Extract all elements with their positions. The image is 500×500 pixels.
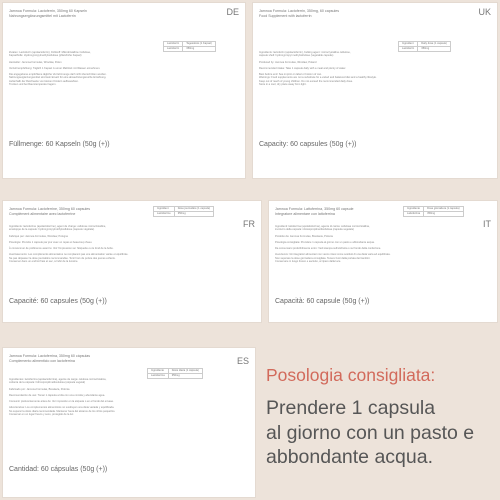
body-line: Ne pas dépasser la dose journalière recommandée. Tenir hors de portée des jeunes enfants. [9, 256, 116, 260]
body-line: enveloppe de la capsule: hydroxypropylméthylcellulose (capsule végétale) [9, 228, 95, 232]
nutrition-table-it [403, 206, 464, 217]
body-line: Avertissements: Les compléments alimentaires ne remplacent pas une alimentation variée et équilibrée. [9, 253, 129, 257]
body-line: cubierta de la cápsula: hidroxipropilmetilcelulosa (cápsula vegetal) [9, 381, 86, 385]
label-es-title: Jamnoa Formula: Lactoferrina, 350mg 60 cápsulas [9, 354, 91, 358]
promo-title: Posologia consigliata: [266, 365, 436, 385]
body-line: Trocken und bei Raumtemperatur lagern. [9, 83, 57, 87]
flag-it: IT [483, 219, 491, 229]
flag-fr: FR [243, 219, 255, 229]
body-line: capsule shell: hydroxypropyl methylcellulose (vegetable capsule) [259, 54, 334, 58]
label-uk-body [259, 51, 493, 86]
body-line: Hersteller: Jamnoa Formulas, Wrocław, Polen [9, 60, 62, 64]
body-line: Posologia consigliata: Prendere 1 capsula al giorno con un pasto e abbondante acqua. [275, 240, 375, 244]
label-fr-title: Jamnoa Formula: Lactoferrine, 350mg 60 capsules [9, 207, 91, 211]
body-line: À consommer de préférence avant le: Voir l'impression sur l'étiquette ou le fond de la boîte. [9, 247, 114, 251]
body-line: Conservar en un lugar fresco y seco, protegido de la luz. [9, 413, 75, 417]
body-line: Advertencias: Los complementos alimenticios no sustituyen una dieta variada y equilibrada. [9, 406, 115, 410]
body-line: Keep out of reach of young children. Do not exceed the recommended daily dose. [259, 79, 353, 83]
nutrition-amount: 350mg [183, 47, 216, 52]
label-de-capacity: Füllmenge: 60 Kapseln (50g (+)) [9, 141, 110, 148]
body-line: Ingredienti: lattoferrina (apolattoferrina), agente di carica: cellulosa microcristallina, [275, 225, 370, 228]
label-uk-capacity: Capacity: 60 capsules (50g (+)) [259, 141, 357, 148]
label-uk-title: Jamnoa Formula: Lactoferrin, 350mg, 60 capsules [259, 9, 340, 13]
label-fr-body [9, 225, 257, 263]
body-line: Prodotto da: Jamnoa Formulas, Breslavia, Polonia [275, 234, 333, 238]
nutrition-col2: Dosis diaria (1 cápsula) [168, 369, 202, 374]
label-es-header [9, 354, 90, 363]
nutrition-ingredient: Lactoferrina [148, 374, 169, 379]
nutrition-col2: Dose journalière (1 capsule) [174, 207, 213, 212]
body-line: Conservare in luogo fresco e asciutto, al riparo dalla luce. [275, 260, 342, 264]
body-line: Die angegebene empfohlene tägliche Verzehrmenge darf nicht überschritten werden. [9, 73, 107, 77]
label-fr-capacity: Capacité: 60 capsules (50g (+)) [9, 298, 107, 305]
nutrition-table-fr [153, 206, 214, 217]
flag-es: ES [236, 356, 249, 366]
nutrition-ingredient: Lattoferrina [404, 212, 424, 217]
nutrition-ingredient: Lactoferrine [154, 212, 175, 217]
body-line: Fabriqué par: Jamnoa Formulas, Wrocław, Pologne [9, 234, 69, 238]
body-line: Recommended intake: Take 1 capsule daily with a meal and plenty of water. [259, 66, 347, 70]
body-line: Fabricado por: Jamnoa Formulas, Breslavia, Polonia [9, 387, 70, 391]
label-it [268, 200, 498, 323]
label-uk-header [259, 9, 339, 18]
body-line: Nahrungsergänzungsmittel sind kein Ersatz für eine abwechslungsreiche Ernährung. [9, 76, 107, 80]
body-line: Store in a cool, dry place away from light. [259, 83, 307, 87]
promo-text [266, 396, 496, 470]
body-line: Produced by: Jamnoa Formulas, Wrocław, Poland [259, 60, 317, 64]
promo-line: Prendere 1 capsula [266, 397, 436, 419]
label-it-body [275, 225, 493, 263]
label-de-header [9, 9, 87, 18]
nutrition-ingredient: Lactoferrin [164, 47, 183, 52]
body-line: Kapselhülle: Hydroxypropylmethylcellulose (pflanzliche Kapsel) [9, 54, 82, 58]
body-line: Best before end: See imprint on label or bottom of can. [259, 73, 322, 77]
nutrition-col1: Lactoferrin [164, 42, 183, 47]
body-line: Posologie: Prendre 1 capsule par jour avec un repas et beaucoup d'eau. [9, 240, 93, 244]
body-line: No superar la dosis diaria recomendada. Mantener fuera del alcance de los niños pequeños. [9, 409, 116, 413]
label-uk [252, 2, 498, 179]
body-line: Außerhalb der Reichweite von kleinen Kindern aufbewahren. [9, 79, 79, 83]
nutrition-col2: Daily dose (1 capsule) [418, 42, 451, 47]
flag-de: DE [226, 7, 239, 17]
nutrition-amount: 350mg [418, 47, 451, 52]
label-fr-subtitle: Complément alimentaire avec lactoferrine [9, 211, 76, 216]
body-line: Ingrédients: lactoferrine (apolactoferrine), agent de charge: cellulose microcristalline, [9, 225, 107, 228]
body-line: Ingredientes: lactoferrina (apolactoferrina), agente de carga: celulosa microcristalina, [9, 378, 107, 381]
label-fr-header [9, 207, 90, 216]
label-de-title: Jamnoa Formula: Lactoferrin, 350mg 60 Kapseln [9, 9, 87, 13]
nutrition-col2: Tagesdosis (1 Kapsel) [183, 42, 216, 47]
body-line: Zutaten: Lactoferrin (apolactoferrin), Füllstoff: Mikrokristalline Cellulose, [9, 51, 91, 54]
nutrition-col1: Ingredient [399, 42, 418, 47]
promo-line: al giorno con un pasto e [266, 421, 475, 444]
body-line: Conserver dans un endroit frais et sec, à l'abri de la lumière. [9, 260, 79, 264]
label-es [2, 347, 256, 498]
nutrition-amount: 350mg [168, 374, 202, 379]
label-es-capacity: Cantidad: 60 cápsulas (50g (+)) [9, 466, 108, 473]
body-line: Ingredients: lactoferrin (apolactoferrin), bulking agent: microcrystalline cellulose, [259, 51, 351, 54]
nutrition-ingredient: Lactoferrin [399, 47, 418, 52]
label-it-capacity: Capacità: 60 capsule (50g (+)) [275, 298, 370, 305]
nutrition-col1: Ingrédient [154, 207, 175, 212]
nutrition-amount: 350mg [174, 212, 213, 217]
promo-line: abbondante acqua. [266, 446, 433, 468]
nutrition-col1: Ingrediente [148, 369, 169, 374]
label-it-title: Jamnoa Formula: Lattoferrina, 350mg 60 capsule [275, 207, 354, 211]
label-de-body [9, 51, 241, 86]
promo-block [266, 365, 496, 470]
nutrition-col2: Dose giornaliera (1 capsula) [424, 207, 463, 212]
body-line: Recomendación de uso: Tomar 1 cápsula al día con una comida y abundante agua. [9, 393, 105, 397]
nutrition-amount: 350mg [424, 212, 463, 217]
label-fr [2, 200, 262, 323]
label-es-subtitle: Complemento alimenticio con lactoferrina [9, 358, 75, 363]
body-line: Warnings: Food supplements are not a substitute for a varied and balanced diet and a healthy lifestyle. [259, 76, 377, 80]
label-it-subtitle: Integratore alimentare con lattoferrina [275, 211, 335, 216]
label-it-header [275, 207, 354, 216]
flag-uk: UK [478, 7, 491, 17]
body-line: Verzehrempfehlung: Täglich 1 Kapsel zu einer Mahlzeit mit Wasser einnehmen. [9, 66, 101, 70]
label-uk-subtitle: Food Supplement with lactoferrin [259, 13, 312, 18]
label-de [2, 2, 246, 179]
label-de-subtitle: Nahrungsergänzungsmittel mit Lactoferrin [9, 13, 76, 18]
body-line: Avvertenze: Gli integratori alimentari non vanno intesi come sostituti di una dieta varia ed equilibrata. [275, 253, 391, 257]
label-es-body [9, 378, 251, 416]
body-line: Non superare la dose giornaliera consigliata. Tenere fuori dalla portata dei bambini. [275, 256, 371, 260]
body-line: Consumir preferentemente antes de: Ver impresión en la etiqueta o en el fondo del envase. [9, 400, 114, 404]
nutrition-col1: Ingrediente [404, 207, 424, 212]
body-line: Da consumarsi preferibilmente entro: Vedi stampa sull'etichetta o sul fondo della confezione. [275, 247, 382, 251]
body-line: involucro della capsula: idrossipropilmetilcellulosa (capsula vegetale) [275, 228, 355, 232]
